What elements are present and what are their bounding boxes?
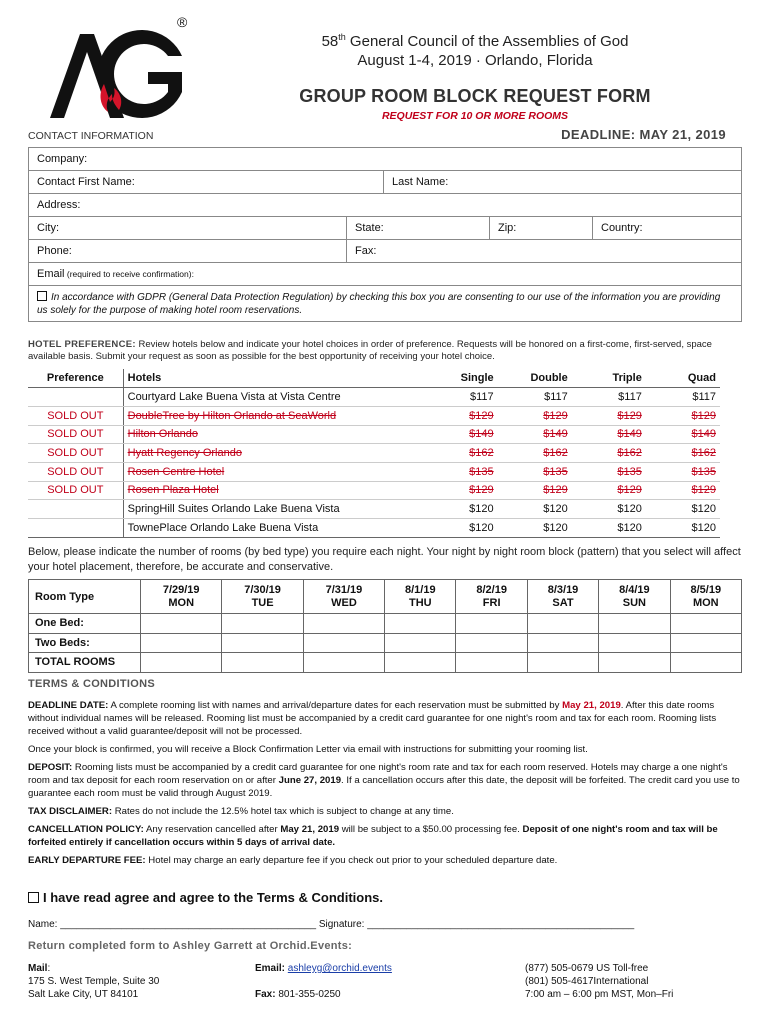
double-rate-cell: $129	[498, 406, 572, 425]
hotel-row	[28, 425, 720, 444]
triple-rate-cell: $117	[572, 388, 646, 407]
deadline-heading: DEADLINE: MAY 21, 2019	[561, 127, 726, 142]
registered-mark: ®	[177, 14, 188, 30]
agree-terms: I have read agree and agree to the Terms & Conditions.	[28, 890, 383, 905]
contact-form	[28, 147, 742, 322]
city-field[interactable]: City:	[29, 217, 347, 239]
return-heading: Return completed form to Ashley Garrett at Orchid.Events:	[28, 940, 353, 952]
phone-field[interactable]: Phone:	[29, 240, 347, 262]
mail-address: Mail: 175 S. West Temple, Suite 30 Salt Lake City, UT 84101	[28, 963, 160, 1000]
contact-heading: CONTACT INFORMATION	[28, 130, 154, 142]
room-count-cell[interactable]	[456, 653, 527, 673]
hotel-preference-cell[interactable]	[28, 519, 123, 538]
night-column: 8/1/19 THU	[385, 580, 456, 614]
council-name: 58th General Council of the Assemblies of God	[321, 32, 629, 50]
hotel-name-cell: DoubleTree by Hilton Orlando at SeaWorld	[123, 406, 423, 425]
double-rate-cell: $120	[498, 519, 572, 538]
form-subtitle: REQUEST FOR 10 OR MORE ROOMS	[381, 110, 569, 122]
night-column: 7/30/19 TUE	[222, 580, 303, 614]
gdpr-consent: In accordance with GDPR (General Data Protection Regulation) by checking this box you are consenting to our use of the information you are providing us solely for the purpose of making hotel room reservations.	[37, 292, 721, 316]
company-field[interactable]: Company:	[37, 153, 88, 165]
hotel-table-header	[28, 369, 720, 388]
room-count-cell[interactable]	[222, 614, 303, 634]
ag-logo	[44, 14, 194, 124]
night-column: 7/31/19 WED	[303, 580, 384, 614]
room-count-cell[interactable]	[303, 614, 384, 634]
hotel-name-cell: Hyatt Regency Orlando	[123, 444, 423, 463]
hotel-name-cell: TownePlace Orlando Lake Buena Vista	[123, 519, 423, 538]
triple-rate-cell: $162	[572, 444, 646, 463]
room-count-cell[interactable]	[385, 614, 456, 634]
triple-rate-cell: $129	[572, 406, 646, 425]
event-header	[250, 28, 700, 70]
triple-rate-cell: $149	[572, 425, 646, 444]
room-count-cell[interactable]	[141, 633, 222, 653]
room-count-cell[interactable]	[527, 614, 598, 634]
agree-checkbox[interactable]	[28, 892, 39, 903]
hotel-row	[28, 519, 720, 538]
confirmation-term: Once your block is confirmed, you will receive a Block Confirmation Letter via email with instructions for submitting your rooming list.	[28, 744, 588, 755]
quad-rate-cell: $117	[646, 388, 720, 407]
quad-rate-cell: $162	[646, 444, 720, 463]
hotel-preference-cell[interactable]: SOLD OUT	[28, 462, 123, 481]
double-rate-cell: $117	[498, 388, 572, 407]
single-rate-cell: $162	[424, 444, 498, 463]
triple-rate-cell: $120	[572, 519, 646, 538]
col-quad: Quad	[646, 369, 720, 388]
room-count-cell[interactable]	[141, 614, 222, 634]
hotel-name-cell: Courtyard Lake Buena Vista at Vista Centre	[123, 388, 423, 407]
hotel-row	[28, 462, 720, 481]
quad-rate-cell: $129	[646, 406, 720, 425]
room-grid-row	[29, 653, 742, 673]
hotel-name-cell: SpringHill Suites Orlando Lake Buena Vista	[123, 500, 423, 519]
double-rate-cell: $135	[498, 462, 572, 481]
zip-field[interactable]: Zip:	[490, 217, 593, 239]
fax-field[interactable]: Fax:	[355, 245, 377, 257]
room-count-cell[interactable]	[670, 614, 741, 634]
room-block-grid	[28, 579, 742, 673]
state-field[interactable]: State:	[347, 217, 490, 239]
hotel-row	[28, 444, 720, 463]
night-column: 8/3/19 SAT	[527, 580, 598, 614]
phone-contacts: (877) 505-0679 US Toll-free (801) 505-4617International 7:00 am – 6:00 pm MST, Mon–Fri	[525, 963, 674, 1000]
night-column: 8/4/19 SUN	[599, 580, 670, 614]
hotel-table	[28, 369, 720, 538]
hotel-preference-cell[interactable]: SOLD OUT	[28, 406, 123, 425]
email-contact: Email: ashleyg@orchid.events	[255, 963, 392, 974]
quad-rate-cell: $120	[646, 519, 720, 538]
hotel-name-cell: Hilton Orlando	[123, 425, 423, 444]
room-count-cell[interactable]	[222, 653, 303, 673]
triple-rate-cell: $129	[572, 481, 646, 500]
col-hotels: Hotels	[123, 369, 423, 388]
event-dates: August 1-4, 2019 · Orlando, Florida	[357, 52, 593, 69]
single-rate-cell: $120	[424, 500, 498, 519]
terms-heading: TERMS & CONDITIONS	[28, 678, 156, 690]
room-grid-header	[29, 580, 742, 614]
room-pattern-instructions: Below, please indicate the number of rooms (by bed type) you require each night. Your night by night room block (pattern) that you select will affect your hotel placement, therefore, be accurate and conservative.	[28, 546, 741, 573]
hotel-row	[28, 388, 720, 407]
room-count-cell[interactable]	[456, 633, 527, 653]
single-rate-cell: $149	[424, 425, 498, 444]
room-count-cell[interactable]	[670, 633, 741, 653]
room-count-cell[interactable]	[385, 653, 456, 673]
room-grid-row	[29, 633, 742, 653]
hotel-preference-cell[interactable]: SOLD OUT	[28, 481, 123, 500]
email-link[interactable]: ashleyg@orchid.events	[287, 963, 392, 974]
double-rate-cell: $129	[498, 481, 572, 500]
single-rate-cell: $129	[424, 481, 498, 500]
deposit-term: DEPOSIT: Rooming lists must be accompanied by a credit card guarantee for one night's room rate and tax for each room reserved. Hotels may charge a one night's room and tax deposit for each room reservation on or after June 27, 2019. If a cancellation occurs after this date, the deposit will be forfeited. The credit card you use to guarantee each room must be valid through August 2019.	[28, 762, 740, 799]
hotel-row	[28, 406, 720, 425]
room-count-cell[interactable]	[527, 653, 598, 673]
col-triple: Triple	[572, 369, 646, 388]
hotel-preference-cell[interactable]: SOLD OUT	[28, 425, 123, 444]
quad-rate-cell: $135	[646, 462, 720, 481]
deadline-term: DEADLINE DATE: A complete rooming list with names and arrival/departure dates for each reservation must be submitted by May 21, 2019. After this date rooms without individual names will be released. Rooming list must be accompanied by a credit card guarantee for one night's room and tax for each room. Rooming lists received without a valid guarantee/deposit will not be processed.	[28, 700, 717, 737]
first-name-field[interactable]: Contact First Name:	[29, 171, 384, 193]
hotel-row	[28, 481, 720, 500]
country-field[interactable]: Country:	[601, 222, 643, 234]
single-rate-cell: $117	[424, 388, 498, 407]
double-rate-cell: $162	[498, 444, 572, 463]
room-count-cell[interactable]	[303, 633, 384, 653]
room-row-label: Two Beds:	[29, 633, 141, 653]
tax-term: TAX DISCLAIMER: Rates do not include the 12.5% hotel tax which is subject to change at any time.	[28, 806, 454, 817]
hotel-preference-cell[interactable]	[28, 388, 123, 407]
fax-contact: Fax: 801-355-0250	[255, 989, 341, 1000]
hotel-name-cell: Rosen Centre Hotel	[123, 462, 423, 481]
single-rate-cell: $135	[424, 462, 498, 481]
col-single: Single	[424, 369, 498, 388]
hotel-name-cell: Rosen Plaza Hotel	[123, 481, 423, 500]
signature-line[interactable]: Name: ______________________________________________ Signature: ________________________________________________	[28, 919, 635, 930]
night-column: 8/2/19 FRI	[456, 580, 527, 614]
hotel-preference-text: HOTEL PREFERENCE: Review hotels below and indicate your hotel choices in order of preference. Requests will be honored on a first-come, first-served, space available basis. Submit your request as soon as possible for the best opportunity of receiving your hotel choice.	[28, 339, 712, 362]
night-column: 8/5/19 MON	[670, 580, 741, 614]
room-grid-row	[29, 614, 742, 634]
room-count-cell[interactable]	[456, 614, 527, 634]
col-preference: Preference	[28, 369, 123, 388]
quad-rate-cell: $149	[646, 425, 720, 444]
quad-rate-cell: $129	[646, 481, 720, 500]
single-rate-cell: $129	[424, 406, 498, 425]
early-departure-term: EARLY DEPARTURE FEE: Hotel may charge an early departure fee if you check out prior to your scheduled departure date.	[28, 855, 558, 866]
single-rate-cell: $120	[424, 519, 498, 538]
triple-rate-cell: $120	[572, 500, 646, 519]
room-count-cell[interactable]	[670, 653, 741, 673]
room-row-label: One Bed:	[29, 614, 141, 634]
room-row-label: TOTAL ROOMS	[29, 653, 141, 673]
quad-rate-cell: $120	[646, 500, 720, 519]
room-count-cell[interactable]	[222, 633, 303, 653]
room-type-label: Room Type	[29, 580, 141, 614]
double-rate-cell: $149	[498, 425, 572, 444]
room-count-cell[interactable]	[599, 653, 670, 673]
double-rate-cell: $120	[498, 500, 572, 519]
room-count-cell[interactable]	[599, 633, 670, 653]
room-count-cell[interactable]	[527, 633, 598, 653]
room-count-cell[interactable]	[599, 614, 670, 634]
room-count-cell[interactable]	[303, 653, 384, 673]
email-field[interactable]: Email (required to receive confirmation):	[37, 268, 194, 280]
gdpr-checkbox[interactable]	[37, 291, 47, 301]
address-field[interactable]: Address:	[37, 199, 81, 211]
night-column: 7/29/19 MON	[141, 580, 222, 614]
room-count-cell[interactable]	[141, 653, 222, 673]
terms-body	[28, 699, 746, 872]
hotel-preference-cell[interactable]	[28, 500, 123, 519]
room-count-cell[interactable]	[385, 633, 456, 653]
hotel-preference-cell[interactable]: SOLD OUT	[28, 444, 123, 463]
triple-rate-cell: $135	[572, 462, 646, 481]
col-double: Double	[498, 369, 572, 388]
cancellation-term: CANCELLATION POLICY: Any reservation cancelled after May 21, 2019 will be subject to a $50.00 processing fee. Deposit of one night's room and tax will be forfeited entirely if cancellation occurs within 5 days of arrival date.	[28, 824, 718, 848]
last-name-field[interactable]: Last Name:	[392, 176, 449, 188]
form-title: GROUP ROOM BLOCK REQUEST FORM	[299, 86, 651, 106]
hotel-row	[28, 500, 720, 519]
